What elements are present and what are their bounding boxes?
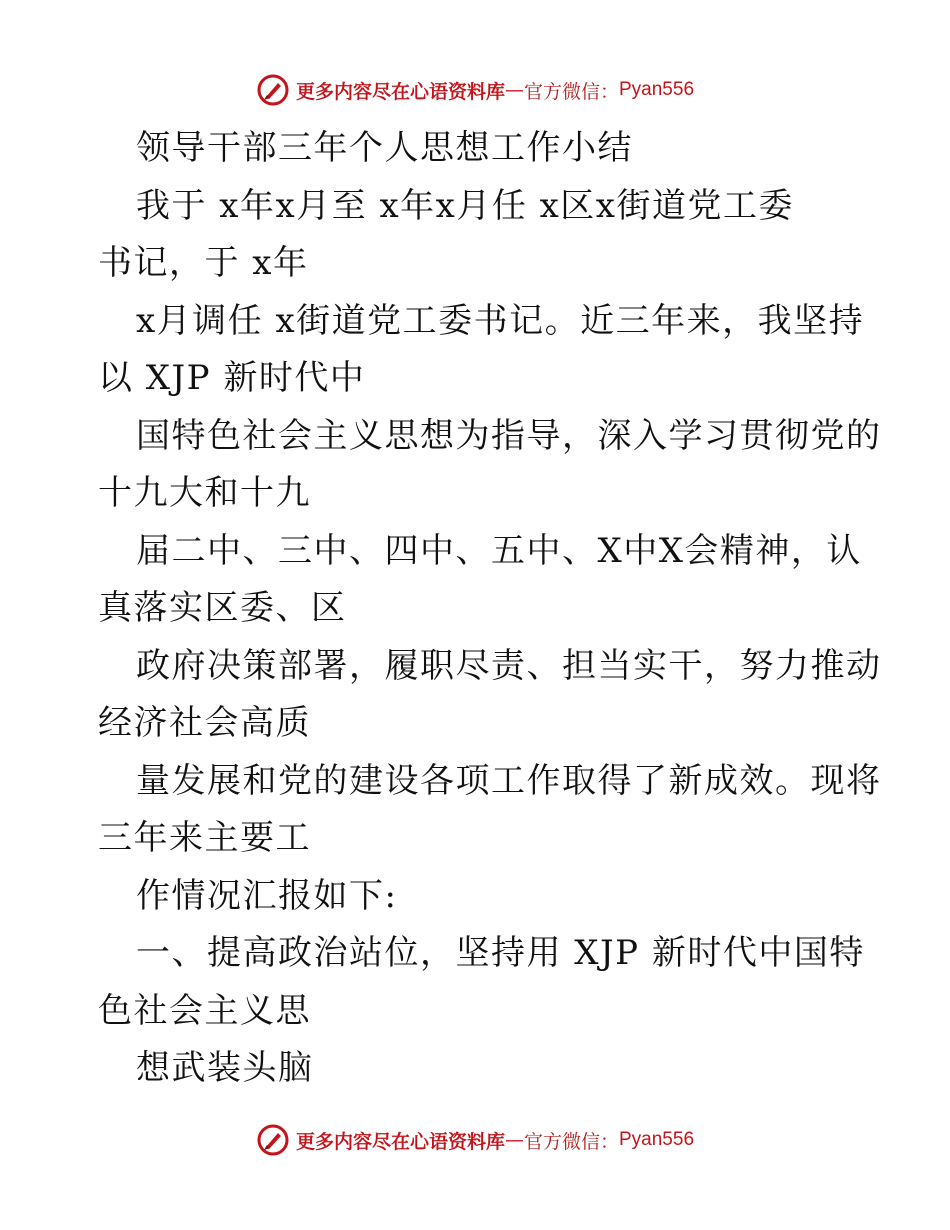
watermark-main-text: 更多内容尽在心语资料库 [295, 1130, 505, 1153]
watermark-separator: — [504, 1129, 524, 1151]
watermark-wechat-id: Pyan556 [619, 1129, 695, 1150]
document-body [98, 120, 882, 1098]
text-line: 经济社会高质 [98, 703, 311, 743]
watermark-contact-label: 官方微信： [523, 80, 619, 103]
text-line: 想武装头脑 [136, 1048, 314, 1088]
text-line: 一、提高政治站位，坚持用 XJP 新时代中国特 [136, 933, 865, 973]
watermark-header [0, 70, 950, 110]
text-line: 真落实区委、区 [98, 588, 347, 628]
document-title: 领导干部三年个人思想工作小结 [136, 128, 633, 168]
text-line: 政府决策部署，履职尽责、担当实干，努力推动 [136, 645, 882, 686]
pen-nib-logo-icon [256, 73, 290, 107]
text-line: 书记，于 x年 [98, 243, 309, 283]
watermark-separator: — [504, 79, 524, 101]
text-line: x月调任 x街道党工委书记。近三年来，我坚持 [136, 300, 865, 341]
watermark-wechat-id: Pyan556 [619, 79, 695, 100]
text-line: 作情况汇报如下: [136, 875, 398, 916]
pen-nib-logo-icon [256, 1123, 290, 1157]
text-line: 十九大和十九 [98, 473, 311, 513]
text-line: 色社会主义思 [98, 990, 311, 1031]
watermark-main-text: 更多内容尽在心语资料库 [295, 80, 505, 103]
text-line: 以 XJP 新时代中 [98, 358, 366, 398]
text-line: 我于 x年x月至 x年x月任 x区x街道党工委 [136, 185, 794, 226]
watermark-footer [0, 1120, 950, 1160]
text-line: 三年来主要工 [98, 818, 311, 858]
text-line: 国特色社会主义思想为指导，深入学习贯彻党的 [136, 415, 882, 456]
watermark-contact-label: 官方微信： [523, 1130, 619, 1153]
text-line: 届二中、三中、四中、五中、X中X会精神，认 [136, 530, 862, 571]
text-line: 量发展和党的建设各项工作取得了新成效。现将 [136, 760, 882, 801]
